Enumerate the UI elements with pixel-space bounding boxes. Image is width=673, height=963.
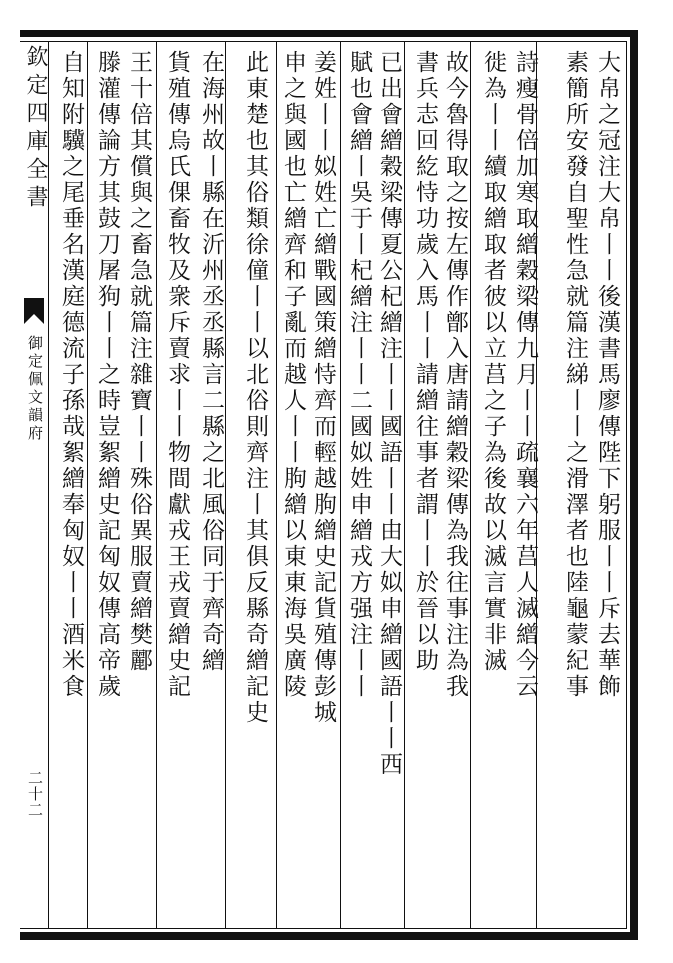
column-rule [470, 41, 471, 929]
text-column-1: 大帛之冠注大帛丨丨後漢書馬廖傳陛下躬服丨丨斥去華飾 [594, 50, 620, 700]
column-rule [404, 41, 405, 929]
text-column-5: 故今魯得取之按左傳作鄫入唐請繒穀梁傳為我往事注為我 [442, 50, 468, 700]
text-column-6: 書兵志回紇恃功歲入馬丨丨請繒往事者謂丨丨於晉以助 [412, 50, 438, 674]
column-rule [340, 41, 341, 929]
spine-title: 欽定四庫全書 [23, 45, 48, 213]
text-column-13: 貨殖傳烏氏倮畜牧及衆斥賣求丨丨物間獻戎王戎賣繒史記 [164, 50, 190, 700]
column-rule [156, 41, 157, 929]
text-column-11: 此東楚也其俗類徐僮丨丨以北俗則齊注丨其俱反縣奇繒記史 [242, 50, 268, 726]
spine-subtitle: 御定佩文韻府 [26, 335, 44, 443]
text-column-4: 徙為丨丨續取繒取者彼以立莒之子為後故以滅言實非滅 [480, 50, 506, 674]
text-column-2: 素簡所安發自聖性急就篇注綈丨丨之滑澤者也陸龜蒙紀事 [562, 50, 588, 700]
page-number: 二十二 [26, 770, 44, 818]
fish-tail-mark-icon [22, 296, 46, 326]
text-column-16: 自知附驥之尾垂名漢庭德流子孫哉絮繒奉匈奴丨丨酒米食 [58, 50, 84, 700]
text-column-14: 王十倍其償與之畜急就篇注雜寶丨丨殊俗異服賣繒樊酈 [126, 50, 152, 674]
column-rule [276, 41, 277, 929]
text-column-15: 滕灌傳論方其鼓刀屠狗丨丨之時豈絮繒史記匈奴傳高帝歲 [94, 50, 120, 700]
text-column-7: 已出會繒穀梁傳夏公杞繒注丨丨國語丨丨由大姒申繒國語丨丨西 [376, 50, 402, 778]
text-column-10: 申之與國也亡繒齊和子亂而越人丨丨朐繒以東東海吳廣陵 [280, 50, 306, 700]
text-column-9: 姜姓丨丨姒姓亡繒戰國策繒恃齊而輕越朐繒史記貨殖傳彭城 [310, 50, 336, 726]
text-column-3: 詩瘦骨倍加寒取繒穀梁傳九月丨丨疏襄六年莒人滅繒今云 [512, 50, 538, 700]
text-column-12: 在海州故丨縣在沂州丞丞縣言二縣之北風俗同于齊奇繒 [198, 50, 224, 674]
text-column-8: 賦也會繒丨吳于丨杞繒注丨丨二國姒姓申繒戎方强注丨丨 [346, 50, 372, 700]
column-rule [87, 41, 88, 929]
